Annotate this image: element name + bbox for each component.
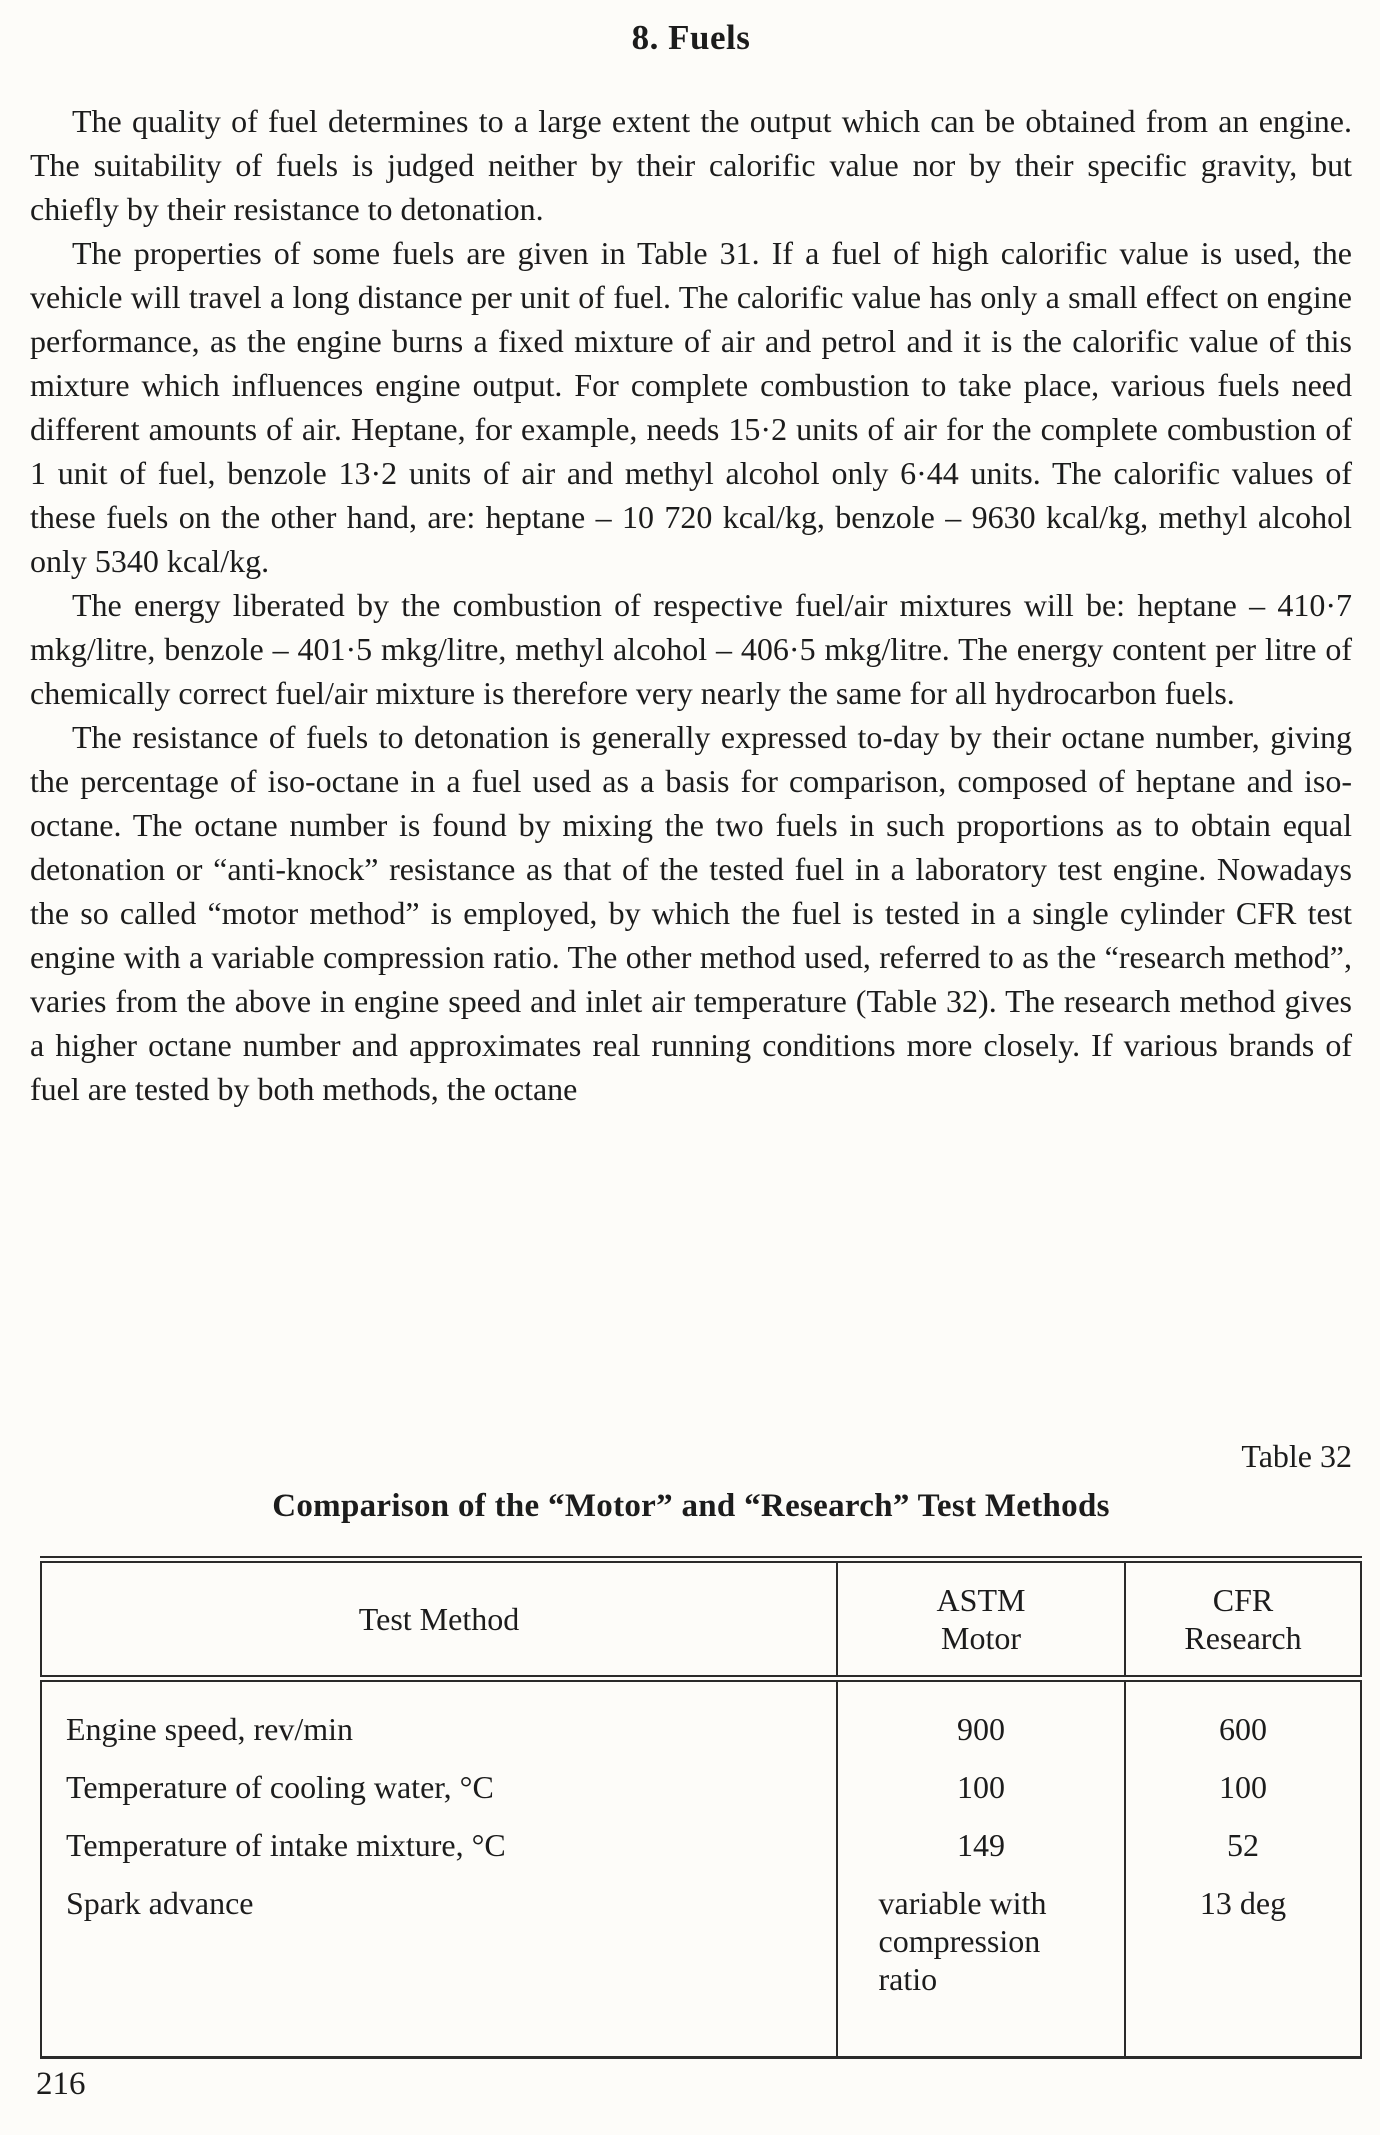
- table-label: Table 32: [1241, 1438, 1352, 1474]
- column-header-label-line2: Research: [1184, 1620, 1302, 1656]
- table-row-cooling-water: [41, 1758, 1361, 1816]
- paragraph-calorific-value: The properties of some fuels are given in Table 31. If a fuel of high calorific value is used, the vehicle will travel a long distance per unit of fuel. The calorific value has only a small effect on engine performance, as the engine burns a fixed mixture of air and petrol and it is the calorific value of this mixture which influences engine output. For complete combustion to take place, various fuels need different amounts of air. Heptane, for example, needs 15·2 units of air for the complete combustion of 1 unit of fuel, benzole 13·2 units of air and methyl alcohol only 6·44 units. The calorific values of these fuels on the other hand, are: heptane – 10 720 kcal/kg, benzole – 9630 kcal/kg, methyl alcohol only 5340 kcal/kg.: [30, 235, 1352, 579]
- cell-cfr-value: 52: [1227, 1827, 1259, 1863]
- cell-astm-value: [837, 1874, 1125, 2058]
- paragraph-octane-number: The resistance of fuels to detonation is generally expressed to-day by their octane number, giving the percentage of iso-octane in a fuel used as a basis for comparison, composed of heptane and iso-octane. The octane number is found by mixing the two fuels in such proportions as to obtain equal detonation or “anti-knock” resistance as that of the tested fuel in a laboratory test engine. Nowadays the so called “motor method” is employed, by which the fuel is tested in a single cylinder CFR test engine with a variable compression ratio. The other method used, referred to as the “research method”, varies from the above in engine speed and inlet air temperature (Table 32). The research method gives a higher octane number and approximates real running conditions more closely. If various brands of fuel are tested by both methods, the octane: [30, 719, 1352, 1107]
- row-label: Spark advance: [41, 1874, 837, 2058]
- row-label: Temperature of intake mixture, °C: [41, 1816, 837, 1874]
- row-label: Temperature of cooling water, °C: [41, 1758, 837, 1816]
- column-header-label: Test Method: [358, 1601, 520, 1637]
- table-row-intake-mixture: [41, 1816, 1361, 1874]
- page-number: 216: [36, 2066, 86, 2102]
- cell-cfr-value: 100: [1219, 1769, 1267, 1805]
- comparison-table: [40, 1556, 1362, 2059]
- table-header-row: [41, 1560, 1361, 1679]
- cell-cfr-value: 13 deg: [1199, 1885, 1287, 1921]
- page-title: 8. Fuels: [631, 18, 751, 57]
- row-label: Engine speed, rev/min: [41, 1679, 837, 1759]
- column-header-astm-motor: [837, 1560, 1125, 1679]
- column-header-label-line1: ASTM: [936, 1582, 1026, 1618]
- table-row-engine-speed: [41, 1679, 1361, 1759]
- cell-astm-value: 149: [837, 1816, 1125, 1874]
- cell-cfr-value: 600: [1219, 1711, 1267, 1747]
- cell-astm-value: 100: [837, 1758, 1125, 1816]
- body-text: [30, 99, 1352, 1111]
- column-header-label-line2: Motor: [941, 1620, 1021, 1656]
- paragraph-fuel-quality: The quality of fuel determines to a large extent the output which can be obtained from an engine. The suitability of fuels is judged neither by their calorific value nor by their specific gravity, but chiefly by their resistance to detonation.: [30, 103, 1352, 227]
- paragraph-energy-liberated: The energy liberated by the combustion of respective fuel/air mixtures will be: heptane – 410·7 mkg/litre, benzole – 401·5 mkg/litre, methyl alcohol – 406·5 mkg/litre. The energy content per litre of chemically correct fuel/air mixture is therefore very nearly the same for all hydrocarbon fuels.: [30, 587, 1352, 711]
- column-header-cfr-research: [1125, 1560, 1361, 1679]
- column-header-label-line1: CFR: [1212, 1582, 1274, 1618]
- table-row-spark-advance: [41, 1874, 1361, 2058]
- table-caption: Comparison of the “Motor” and “Research” Test Methods: [272, 1488, 1110, 1524]
- cell-astm-value-text: variable with compression ratio: [878, 1885, 1047, 1997]
- cell-astm-value: 900: [837, 1679, 1125, 1759]
- column-header-test-method: [41, 1560, 837, 1679]
